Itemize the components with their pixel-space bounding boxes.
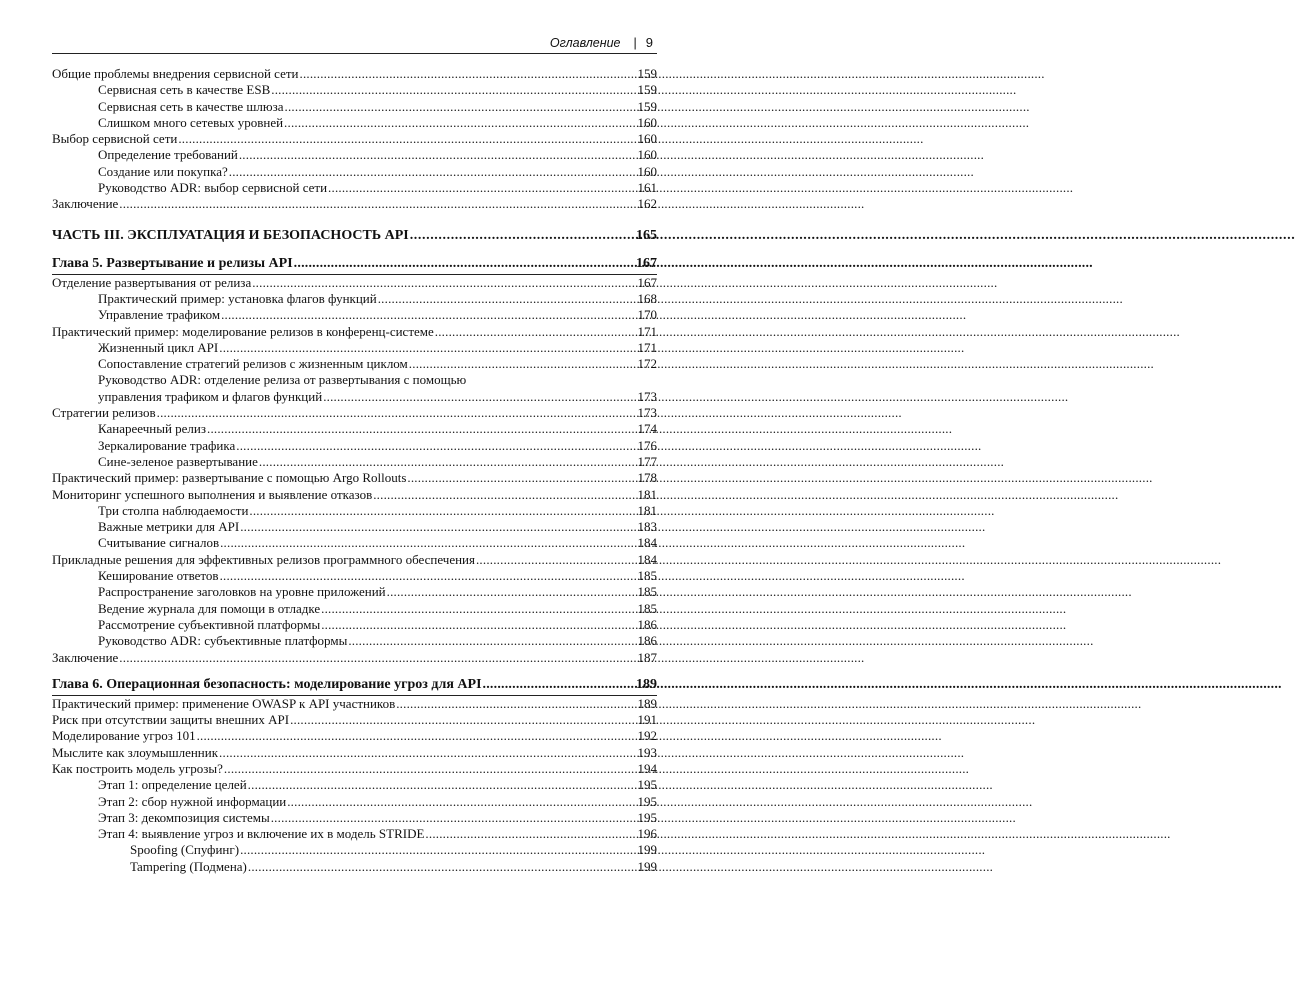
toc-entry-title: Создание или покупка? [98, 163, 228, 179]
toc-entry-title: Распространение заголовков на уровне приложений [98, 584, 386, 600]
toc-entry-title: Практический пример: установка флагов функций [98, 290, 377, 306]
dot-leader [271, 810, 637, 826]
toc-entry-page: 159 [637, 98, 657, 114]
toc-entry-title: Канареечный релиз [98, 421, 206, 437]
toc-entry[interactable] [52, 696, 657, 712]
toc-section-previous-chapter [52, 66, 657, 213]
dot-leader [219, 340, 636, 356]
toc-entry[interactable] [52, 617, 657, 633]
toc-entry[interactable] [52, 454, 657, 470]
toc-entry-title: Заключение [52, 649, 119, 665]
toc-chapter-5-entries-b [52, 405, 657, 666]
toc-entry-title: управления трафиком и флагов функций [98, 388, 323, 404]
toc-entry-page: 199 [637, 842, 657, 858]
toc-entry[interactable] [52, 307, 657, 323]
toc-entry-page: 195 [637, 793, 657, 809]
toc-entry-title: Жизненный цикл API [98, 339, 219, 355]
running-header [52, 31, 657, 54]
dot-leader [157, 405, 637, 421]
toc-entry-page: 185 [637, 568, 657, 584]
toc-entry-title: Выбор сервисной сети [52, 131, 178, 147]
toc-entry-title: Сине-зеленое развертывание [98, 453, 258, 469]
toc-chapter-6-entries [52, 696, 657, 875]
toc-entry[interactable] [52, 356, 657, 372]
toc-entry[interactable] [52, 275, 657, 291]
toc-entry[interactable] [52, 340, 657, 356]
dot-leader [220, 568, 637, 584]
toc-entry[interactable] [52, 633, 657, 649]
toc-entry[interactable] [52, 552, 657, 568]
toc-entry-page: 172 [637, 356, 657, 372]
header-title: Оглавление [549, 36, 621, 50]
toc-part-page: 165 [636, 227, 657, 243]
toc-entry-page: 161 [637, 180, 657, 196]
toc-entry[interactable] [52, 826, 657, 842]
dot-leader [483, 676, 635, 694]
toc-entry[interactable] [52, 584, 657, 600]
toc-entry-title: Руководство ADR: субъективные платформы [98, 633, 348, 649]
dot-leader [348, 633, 636, 649]
toc-chapter-5-entries-a [52, 275, 657, 373]
toc-entry-page: 189 [637, 695, 657, 711]
header-separator: | [633, 36, 637, 50]
dot-leader [290, 712, 636, 728]
toc-entry-wrapped-second-line[interactable] [52, 389, 657, 405]
toc-entry[interactable] [52, 99, 657, 115]
toc-entry-title: Этап 2: сбор нужной информации [98, 793, 287, 809]
toc-entry-title: Управление трафиком [98, 307, 221, 323]
toc-entry-page: 195 [637, 777, 657, 793]
dot-leader [407, 470, 636, 486]
toc-entry-title: Этап 1: определение целей [98, 777, 247, 793]
toc-entry-title: Практический пример: развертывание с помощью Argo Rollouts [52, 470, 407, 486]
toc-entry-page: 174 [637, 421, 657, 437]
toc-entry-title: Практический пример: применение OWASP к API участников [52, 695, 396, 711]
dot-leader [321, 617, 636, 633]
dot-leader [373, 487, 636, 503]
toc-entry[interactable] [52, 568, 657, 584]
toc-entry-page: 192 [637, 728, 657, 744]
dot-leader [252, 275, 636, 291]
dot-leader [119, 196, 636, 212]
toc-entry[interactable] [52, 131, 657, 147]
toc-entry-title: Мониторинг успешного выполнения и выявление отказов [52, 486, 373, 502]
toc-entry[interactable] [52, 650, 657, 666]
dot-leader [328, 180, 636, 196]
toc-entry[interactable] [52, 82, 657, 98]
toc-chapter-title: Глава 5. Развертывание и релизы API [52, 255, 293, 271]
toc-entry-page: 183 [637, 519, 657, 535]
toc-entry[interactable] [52, 728, 657, 744]
toc-entry-page: 187 [637, 649, 657, 665]
dot-leader [285, 99, 637, 115]
toc-entry-page: 171 [637, 323, 657, 339]
toc-entry-page: 177 [637, 453, 657, 469]
toc-entry[interactable] [52, 810, 657, 826]
toc-entry-page: 160 [637, 114, 657, 130]
toc-entry-title: Сопоставление стратегий релизов с жизненным циклом [98, 356, 408, 372]
toc-entry-page: 185 [637, 584, 657, 600]
toc-entry-page: 195 [637, 809, 657, 825]
toc-entry-page: 181 [637, 486, 657, 502]
toc-entry-title: Кеширование ответов [98, 568, 219, 584]
toc-entry-page: 181 [637, 502, 657, 518]
dot-leader [271, 82, 636, 98]
toc-entry-page: 160 [637, 163, 657, 179]
dot-leader [387, 584, 637, 600]
dot-leader [287, 794, 636, 810]
toc-entry[interactable] [52, 503, 657, 519]
toc-entry-page: 184 [637, 535, 657, 551]
toc-entry-title: Руководство ADR: выбор сервисной сети [98, 180, 328, 196]
toc-chapter-page: 167 [636, 255, 657, 271]
dot-leader [236, 438, 636, 454]
toc-entry[interactable] [52, 196, 657, 212]
toc-entry-title: Риск при отсутствии защиты внешних API [52, 712, 290, 728]
toc-entry[interactable] [52, 519, 657, 535]
dot-leader [248, 777, 637, 793]
toc-entry-page: 191 [637, 712, 657, 728]
toc-entry-title: Важные метрики для API [98, 519, 240, 535]
dot-leader [239, 147, 637, 163]
dot-leader [259, 454, 637, 470]
toc-entry-title: Как построить модель угрозы? [52, 760, 223, 776]
toc-entry-title: Зеркалирование трафика [98, 437, 236, 453]
toc-entry[interactable] [52, 487, 657, 503]
toc-entry-page: 160 [637, 131, 657, 147]
toc-entry-page: 194 [637, 760, 657, 776]
toc-entry-page: 160 [637, 147, 657, 163]
toc-entry-page: 178 [637, 470, 657, 486]
dot-leader [435, 324, 637, 340]
toc-entry-title: Моделирование угроз 101 [52, 728, 196, 744]
toc-entry[interactable] [52, 745, 657, 761]
toc-entry[interactable] [52, 438, 657, 454]
toc-entry-title: Заключение [52, 196, 119, 212]
toc-entry-title: Сервисная сеть в качестве шлюза [98, 98, 284, 114]
toc-chapter-5-heading[interactable] [52, 255, 657, 273]
toc-entry-title: Рассмотрение субъективной платформы [98, 616, 321, 632]
toc-entry[interactable] [52, 180, 657, 196]
toc-entry-title: Отделение развертывания от релиза [52, 274, 252, 290]
toc-entry[interactable] [52, 115, 657, 131]
dot-leader [409, 356, 637, 372]
dot-leader [294, 255, 635, 273]
toc-entry-title: Tampering (Подмена) [130, 858, 247, 874]
toc-part-heading[interactable] [52, 227, 657, 245]
dot-leader [178, 131, 636, 147]
toc-entry-page: 171 [637, 339, 657, 355]
toc-entry-page: 170 [637, 307, 657, 323]
dot-leader [240, 519, 636, 535]
toc-entry[interactable] [52, 147, 657, 163]
dot-leader [284, 115, 636, 131]
dot-leader [476, 552, 637, 568]
toc-entry[interactable] [52, 470, 657, 486]
toc-entry-title: Слишком много сетевых уровней [98, 114, 284, 130]
dot-leader [221, 307, 636, 323]
dot-leader [396, 696, 636, 712]
toc-entry-page: 173 [637, 388, 657, 404]
dot-leader [240, 842, 636, 858]
toc-entry[interactable] [52, 859, 657, 875]
dot-leader [220, 535, 636, 551]
toc-part-title: ЧАСТЬ III. ЭКСПЛУАТАЦИЯ И БЕЗОПАСНОСТЬ API [52, 227, 409, 243]
toc-entry-title: Стратегии релизов [52, 405, 156, 421]
toc-entry[interactable] [52, 777, 657, 793]
toc-entry-page: 162 [637, 196, 657, 212]
toc-entry-title: Этап 4: выявление угроз и включение их в модель STRIDE [98, 826, 425, 842]
toc-entry-page: 173 [637, 405, 657, 421]
dot-leader [229, 164, 637, 180]
toc-entry-title: Определение требований [98, 147, 238, 163]
toc-entry[interactable] [52, 66, 657, 82]
toc-entry-title: Spoofing (Спуфинг) [130, 842, 240, 858]
toc-entry[interactable] [52, 794, 657, 810]
toc-entry-title: Общие проблемы внедрения сервисной сети [52, 66, 299, 81]
toc-entry-page: 193 [637, 744, 657, 760]
toc-entry[interactable] [52, 324, 657, 340]
toc-entry-page: 159 [637, 66, 657, 81]
dot-leader [321, 601, 636, 617]
toc-entry[interactable] [52, 164, 657, 180]
dot-leader [119, 650, 636, 666]
toc-entry-page: 186 [637, 633, 657, 649]
toc-entry-page: 199 [637, 858, 657, 874]
dot-leader [323, 389, 636, 405]
toc-entry-page: 186 [637, 616, 657, 632]
toc-entry-title: Мыслите как злоумышленник [52, 744, 219, 760]
toc-entry[interactable] [52, 405, 657, 421]
toc-chapter-title: Глава 6. Операционная безопасность: моделирование угроз для API [52, 676, 482, 692]
toc-entry-page: 184 [637, 551, 657, 567]
toc-entry-title: Прикладные решения для эффективных релизов программного обеспечения [52, 551, 475, 567]
dot-leader [197, 728, 637, 744]
toc-entry[interactable] [52, 601, 657, 617]
dot-leader [425, 826, 636, 842]
toc-entry-title: Считывание сигналов [98, 535, 220, 551]
toc-chapter-page: 189 [636, 676, 657, 692]
toc-entry-page: 176 [637, 437, 657, 453]
toc-entry[interactable] [52, 842, 657, 858]
dot-leader [410, 227, 635, 245]
dot-leader [378, 291, 637, 307]
dot-leader [300, 66, 637, 82]
dot-leader [207, 421, 637, 437]
toc-chapter-6-heading[interactable] [52, 676, 657, 694]
toc-entry-page: 185 [637, 600, 657, 616]
toc-entry-page: 168 [637, 290, 657, 306]
page-number: 9 [645, 35, 653, 50]
toc-entry-title: Три столпа наблюдаемости [98, 502, 249, 518]
toc-entry-page: 167 [637, 274, 657, 290]
dot-leader [249, 503, 636, 519]
dot-leader [224, 761, 637, 777]
dot-leader [219, 745, 636, 761]
toc-entry-page: 159 [637, 82, 657, 98]
toc-entry-title: Практический пример: моделирование релизов в конференц-системе [52, 323, 434, 339]
dot-leader [248, 859, 637, 875]
table-of-contents [52, 66, 657, 875]
toc-entry-wrapped-first-line[interactable]: Руководство ADR: отделение релиза от развертывания с помощью [98, 372, 467, 388]
toc-entry[interactable] [52, 761, 657, 777]
toc-entry-title: Этап 3: декомпозиция системы [98, 809, 270, 825]
toc-entry[interactable] [52, 421, 657, 437]
toc-entry[interactable] [52, 291, 657, 307]
toc-entry-page: 196 [637, 826, 657, 842]
toc-entry[interactable] [52, 712, 657, 728]
toc-entry-title: Ведение журнала для помощи в отладке [98, 600, 321, 616]
toc-entry[interactable] [52, 535, 657, 551]
toc-entry-title: Сервисная сеть в качестве ESB [98, 82, 271, 98]
